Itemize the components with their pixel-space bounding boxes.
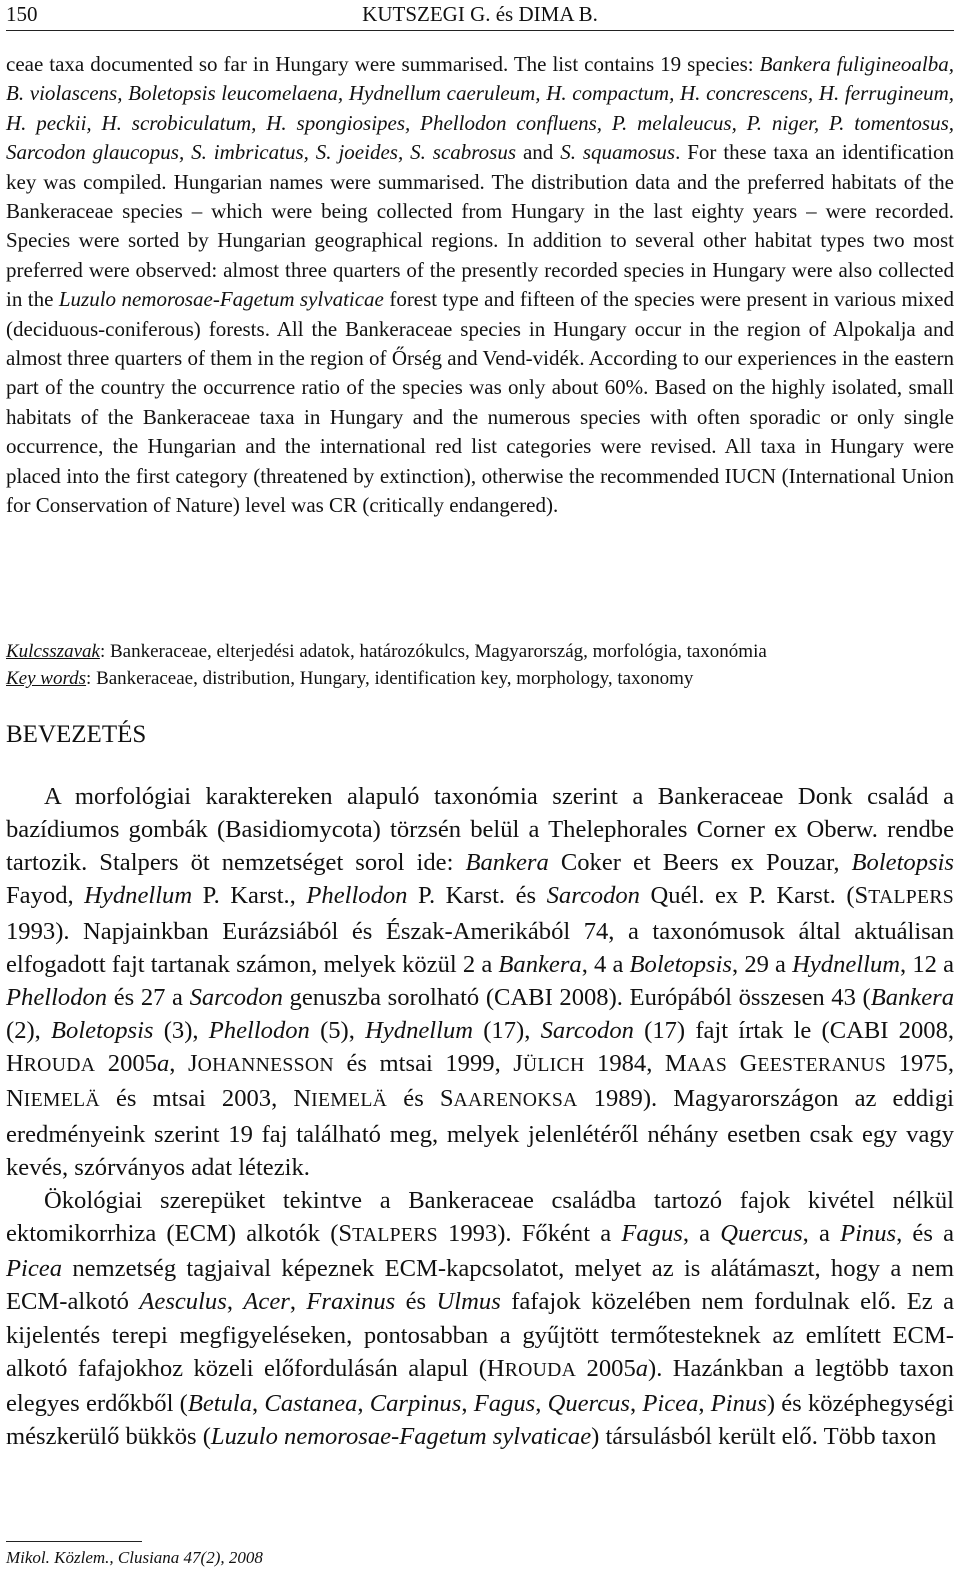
footer-rule [6, 1541, 142, 1542]
paragraph-text-run: Carpinus [369, 1389, 462, 1417]
paragraph-text-run: TALPERS [352, 1224, 438, 1247]
paragraph-text-run: EESTERANUS [757, 1054, 887, 1077]
paragraph [6, 1184, 954, 1453]
paragraph-text-run: és 27 a [107, 983, 190, 1011]
paragraph-text-run: , 4 a [581, 950, 630, 978]
paragraph-text-run: TALPERS [868, 886, 955, 909]
paragraph-text-run: , [289, 1288, 307, 1316]
paragraph-text-run: (3), [153, 1017, 209, 1045]
paragraph-text-run: Fagus [473, 1389, 536, 1417]
paragraph-text-run: , 29 a [732, 950, 793, 978]
paragraph-text-run: Hydnellum [84, 882, 193, 910]
paragraph-text-run: , a [682, 1220, 721, 1248]
abstract-text-run: forest type and fifteen of the species were present in various mixed (deciduous-coniferous) forests. All the Bankeraceae species in Hungary occur in the region of Alpokalja and almost three quarters of them in the region of Őrség and Vend-vidék. According to our experiences in the eastern part of the country the occurrence ratio of the species was only about 60%. Based on the highly isolated, small habitats of the Bankeraceae taxa in Hungary and the numerous species with often sporadic or only single occurrence, the Hungarian and the international red list categories were revised. All taxa in Hungary were placed into the first category (threatened by extinction), otherwise the recommended IUCN (International Union for Conservation of Nature) level was CR (critically endangered). [6, 287, 954, 518]
paragraph-text-run: IEMELÄ [23, 1089, 100, 1112]
paragraph-text-run: Fagus [621, 1220, 683, 1248]
paragraph-text-run: fafajok közelében nem fordulnak elő. Ez a kijelentés terepi megfigyeléseken, pontosabban a gyűjtött termőtesteknek az említett ECM-alkotó fafajokhoz közeli előfordulásán alapul (H [6, 1288, 955, 1382]
paragraph-text-run: Phellodon [208, 1017, 310, 1045]
paragraph-text-run: , a [802, 1220, 841, 1248]
paragraph-text-run: genuszba sorolható (CABI 2008). Európából összesen 43 ( [282, 983, 871, 1011]
paragraph-text-run: Bankera [498, 950, 582, 978]
paragraph-text-run: Hydnellum [792, 950, 901, 978]
page-header [6, 0, 954, 31]
paragraph-text-run: , [698, 1389, 711, 1417]
paragraph-text-run: a [156, 1050, 170, 1078]
paragraph-text-run: , J [169, 1050, 198, 1078]
paragraph-text-run: Fayod, [6, 882, 85, 910]
paragraph-text-run: , [630, 1389, 643, 1417]
paragraph-text-run: IEMELÄ [311, 1089, 388, 1112]
paragraph-text-run: Phellodon [6, 983, 108, 1011]
journal-citation: Mikol. Közlem., Clusiana 47(2), 2008 [6, 1548, 263, 1567]
paragraph-text-run: G [727, 1050, 758, 1078]
paragraph-text-run: a [635, 1354, 649, 1382]
paragraph-text-run: ) és középhegységi mészkerülő bükkös ( [6, 1389, 955, 1450]
paragraph-text-run: Picea [6, 1255, 62, 1283]
paragraph-text-run: (2), [6, 1017, 52, 1045]
paragraph-text-run: Sarcodon [189, 983, 283, 1011]
paragraph-text-run: P. Karst., [192, 882, 307, 910]
abstract-text-run: and [516, 140, 561, 165]
paragraph-text-run: Sarcodon [540, 1017, 634, 1045]
paragraph-text-run: Betula [187, 1389, 253, 1417]
paragraph-text-run: Aesculus [139, 1288, 227, 1316]
paragraph-text-run: Ulmus [436, 1288, 501, 1316]
paragraph-text-run: A morfológiai karaktereken alapuló taxonómia szerint a Bankeraceae Donk család a bazídiumos gombák (Basidiomycota) törzsén belül a Thelephorales Corner ex Oberw. rendbe tartozik. Stalpers öt nemzetséget sorol ide: [6, 783, 954, 877]
paragraph-text-run: Quercus [547, 1389, 630, 1417]
paragraph-text-run: és [395, 1288, 437, 1316]
keywords-hungarian [6, 638, 954, 665]
paragraph-text-run: 1975, N [6, 1050, 954, 1113]
abstract-text-run: Bankera fuligineoalba, B. violascens, Boletopsis leucomelaena, Hydnellum caeruleum, H. compactum, H. concrescens, H. ferrugineum, H. peckii, H. scrobiculatum, H. spongiosipes, Phellodon confluens, P. melaleucus, P. niger, P. tomentosus, Sarcodon glaucopus, S. imbricatus, S. joeides, S. scabrosus [6, 52, 954, 165]
paragraph-text-run: Boletopsis [851, 849, 954, 877]
abstract-text-run: . For these taxa an identification key was compiled. Hungarian names were summarised. The distribution data and the preferred habitats of the Bankeraceae species – which were being collected from Hungary in the last eighty years – were recorded. Species were sorted by Hungarian geographical regions. In addition to several other habitat types two most preferred were observed: almost three quarters of the presently recorded species in Hungary were also collected in the [6, 140, 954, 312]
paragraph-text-run: Sarcodon [546, 882, 640, 910]
paragraph-text-run: ÜLICH [522, 1054, 585, 1077]
paragraph-text-run: Boletopsis [51, 1017, 154, 1045]
paragraph-text-run: Coker et Beers ex Pouzar, [548, 849, 852, 877]
paragraph-text-run: Luzulo nemorosae-Fagetum sylvaticae [210, 1422, 592, 1450]
paragraph-text-run: 1993). Főként a [437, 1220, 622, 1248]
keywords-hungarian-text: : Bankeraceae, elterjedési adatok, határozókulcs, Magyarország, morfológia, taxonómia [99, 641, 767, 662]
paragraph-text-run: és mtsai 1999, J [333, 1050, 523, 1078]
paragraph-text-run: Picea [642, 1389, 699, 1417]
paragraph-text-run: ). Hazánkban a legtöbb taxon elegyes erdőkből ( [6, 1354, 954, 1417]
paragraph-text-run: , [535, 1389, 548, 1417]
paragraph-text-run: Quercus [720, 1220, 803, 1248]
keywords-hungarian-label: Kulcsszavak [6, 641, 100, 662]
abstract-text-run: S. squamosus [560, 140, 676, 165]
paragraph-text-run: 2005 [95, 1050, 157, 1078]
paragraph-text-run: (5), [309, 1017, 366, 1045]
paragraph-text-run: , [357, 1389, 370, 1417]
paragraph-text-run: Quél. ex P. Karst. (S [639, 882, 869, 910]
introduction-body [6, 780, 954, 1453]
paragraph-text-run: ROUDA [23, 1054, 96, 1077]
paragraph-text-run: P. Karst. és [407, 882, 547, 910]
section-heading: BEVEZETÉS [6, 721, 147, 748]
english-abstract [6, 50, 954, 521]
paragraph-text-run: Pinus [840, 1220, 897, 1248]
paragraph-text-run: , [252, 1389, 265, 1417]
paragraph-text-run: Ökológiai szerepüket tekintve a Bankeraceae családba tartozó fajok kivétel nélkül ektomikorrhiza (ECM) alkotók (S [6, 1186, 954, 1248]
paragraph-text-run: , és a [896, 1220, 955, 1248]
paragraph-text-run: Bankera [465, 849, 549, 877]
paragraph-text-run: AARENOKSA [453, 1089, 578, 1112]
paragraph-text-run: 2005 [576, 1354, 636, 1382]
paragraph-text-run: 1984, M [584, 1050, 687, 1078]
paragraph-text-run: Boletopsis [629, 950, 733, 978]
paragraph-text-run: , [226, 1288, 244, 1316]
paragraph [6, 780, 954, 1184]
paragraph-text-run: , 12 a [900, 950, 955, 978]
paragraph-text-run: (17), [473, 1017, 541, 1045]
abstract-text-run: ceae taxa documented so far in Hungary were summarised. The list contains 19 species: [6, 52, 760, 76]
paragraph-text-run: és mtsai 2003, N [99, 1085, 312, 1113]
page-number: 150 [6, 2, 38, 26]
abstract-text-run: Luzulo nemorosae-Fagetum sylvaticae [58, 287, 384, 312]
paragraph-text-run: és S [387, 1085, 454, 1113]
paragraph-text-run: 1993). Napjainkban Eurázsiából és Észak-Amerikából 74, a taxonómusok által aktuálisan elfogadott fajt tartanak számon, melyek közül 2 a [6, 917, 954, 978]
paragraph-text-run: nemzetség tagjaival képeznek ECM-kapcsolatot, melyet az is alátámaszt, hogy a nem ECM-alkotó [6, 1255, 954, 1316]
paragraph-text-run: , [461, 1389, 474, 1417]
running-title: KUTSZEGI G. és DIMA B. [362, 2, 598, 26]
keywords-english-text: : Bankeraceae, distribution, Hungary, identification key, morphology, taxonomy [86, 668, 694, 689]
paragraph-text-run: Phellodon [306, 882, 408, 910]
paragraph-text-run: Hydnellum [365, 1017, 474, 1045]
paragraph-text-run: (17) fajt írtak le (CABI 2008, H [6, 1017, 955, 1078]
keywords-block [6, 638, 954, 692]
keywords-english-label: Key words [6, 668, 87, 689]
paragraph-text-run: Fraxinus [306, 1288, 396, 1316]
paragraph-text-run: OHANNESSON [197, 1054, 334, 1077]
paragraph-text-run: ) társulásból került elő. Több taxon [591, 1422, 937, 1450]
paragraph-text-run: ROUDA [504, 1358, 577, 1381]
paragraph-text-run: 1989). Magyarországon az eddigi eredményeink szerint 19 faj található meg, melyek jelenlétéről néhány esetben csak egy vagy kevés, szórványos adat létezik. [6, 1085, 955, 1181]
paragraph-text-run: Castanea [264, 1389, 358, 1417]
keywords-english [6, 665, 954, 692]
paragraph-text-run: AAS [686, 1054, 728, 1077]
paragraph-text-run: Bankera [870, 983, 955, 1011]
paragraph-text-run: Acer [243, 1288, 290, 1316]
paragraph-text-run: Pinus [710, 1389, 767, 1417]
